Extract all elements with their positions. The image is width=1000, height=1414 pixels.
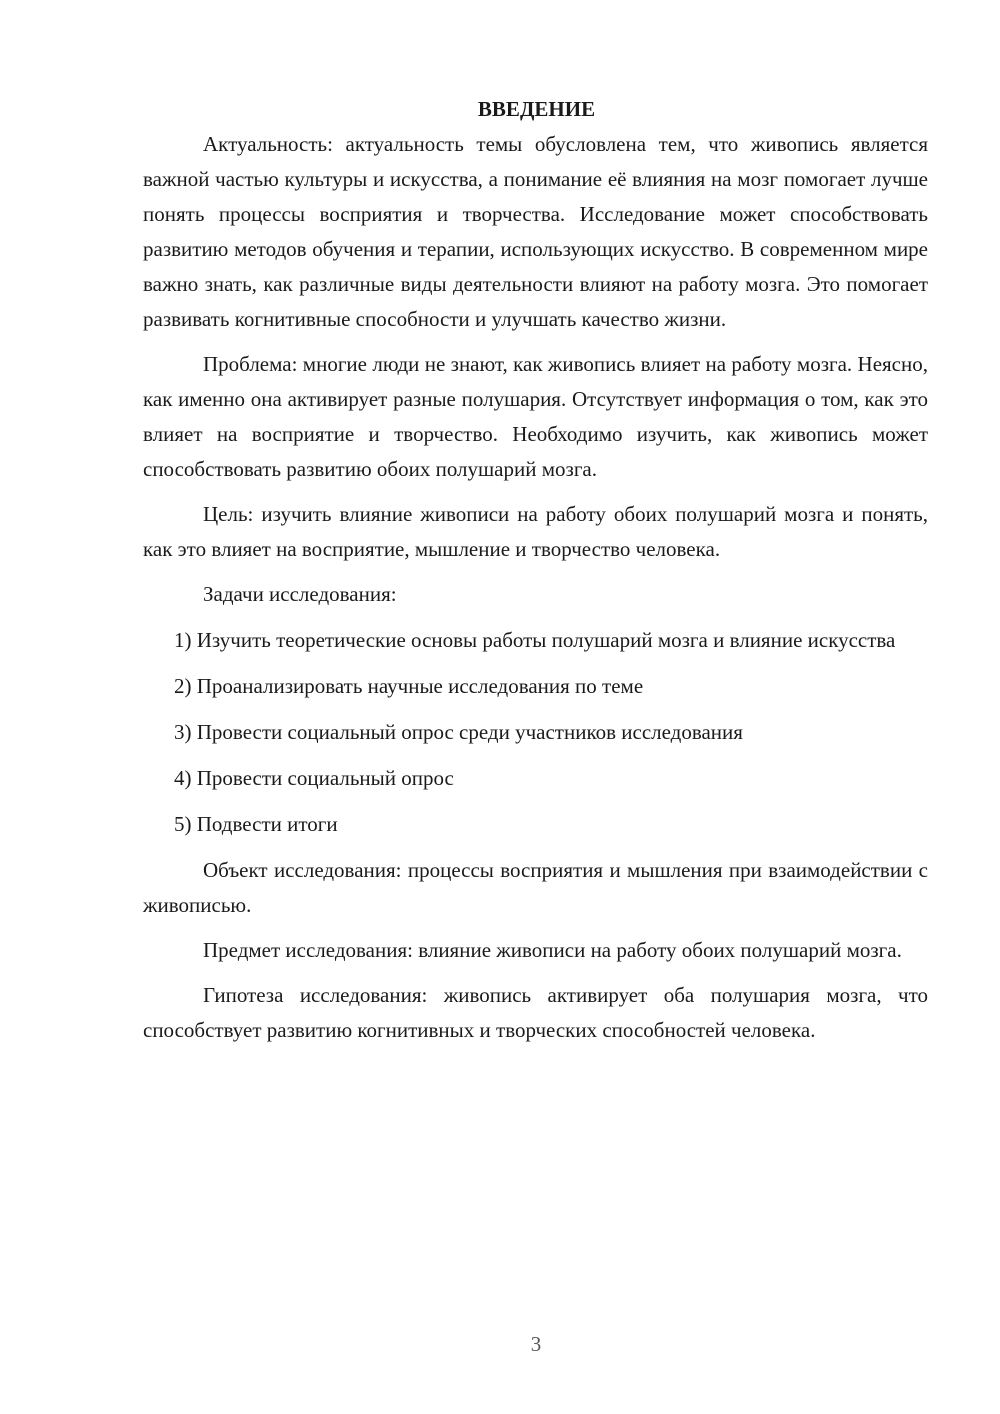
problem-paragraph: Проблема: многие люди не знают, как живопись влияет на работу мозга. Неясно, как именно она активирует разные полушария. Отсутствует информация о том, как это влияет на восприятие и творчество. Необходимо изучить, как живопись может способствовать развитию обоих полушарий мозга.	[143, 352, 928, 481]
task-item: 1) Изучить теоретические основы работы полушарий мозга и влияние искусства	[174, 628, 896, 652]
task-item: 3) Провести социальный опрос среди участников исследования	[174, 720, 743, 744]
goal-paragraph: Цель: изучить влияние живописи на работу обоих полушарий мозга и понять, как это влияет на восприятие, мышление и творчество человека.	[143, 502, 928, 561]
task-item: 4) Провести социальный опрос	[174, 766, 454, 790]
page-title: ВВЕДЕНИЕ	[477, 97, 596, 121]
tasks-title: Задачи исследования:	[203, 582, 397, 606]
hypothesis-paragraph: Гипотеза исследования: живопись активирует оба полушария мозга, что способствует развитию когнитивных и творческих способностей человека.	[143, 983, 928, 1042]
object-paragraph: Объект исследования: процессы восприятия и мышления при взаимодействии с живописью.	[143, 858, 928, 917]
page-number: 3	[530, 1332, 542, 1356]
task-item: 2) Проанализировать научные исследования по теме	[174, 674, 644, 698]
document-page	[143, 92, 928, 1058]
relevance-paragraph: Актуальность: актуальность темы обусловлена тем, что живопись является важной частью культуры и искусства, а понимание её влияния на мозг помогает лучше понять процессы восприятия и творчества. Исследование может способствовать развитию методов обучения и терапии, использующих искусство. В современном мире важно знать, как различные виды деятельности влияют на работу мозга. Это помогает развивать когнитивные способности и улучшать качество жизни.	[143, 132, 928, 331]
tasks-list	[143, 623, 928, 842]
task-item: 5) Подвести итоги	[174, 812, 338, 836]
subject-paragraph: Предмет исследования: влияние живописи на работу обоих полушарий мозга.	[203, 938, 902, 962]
